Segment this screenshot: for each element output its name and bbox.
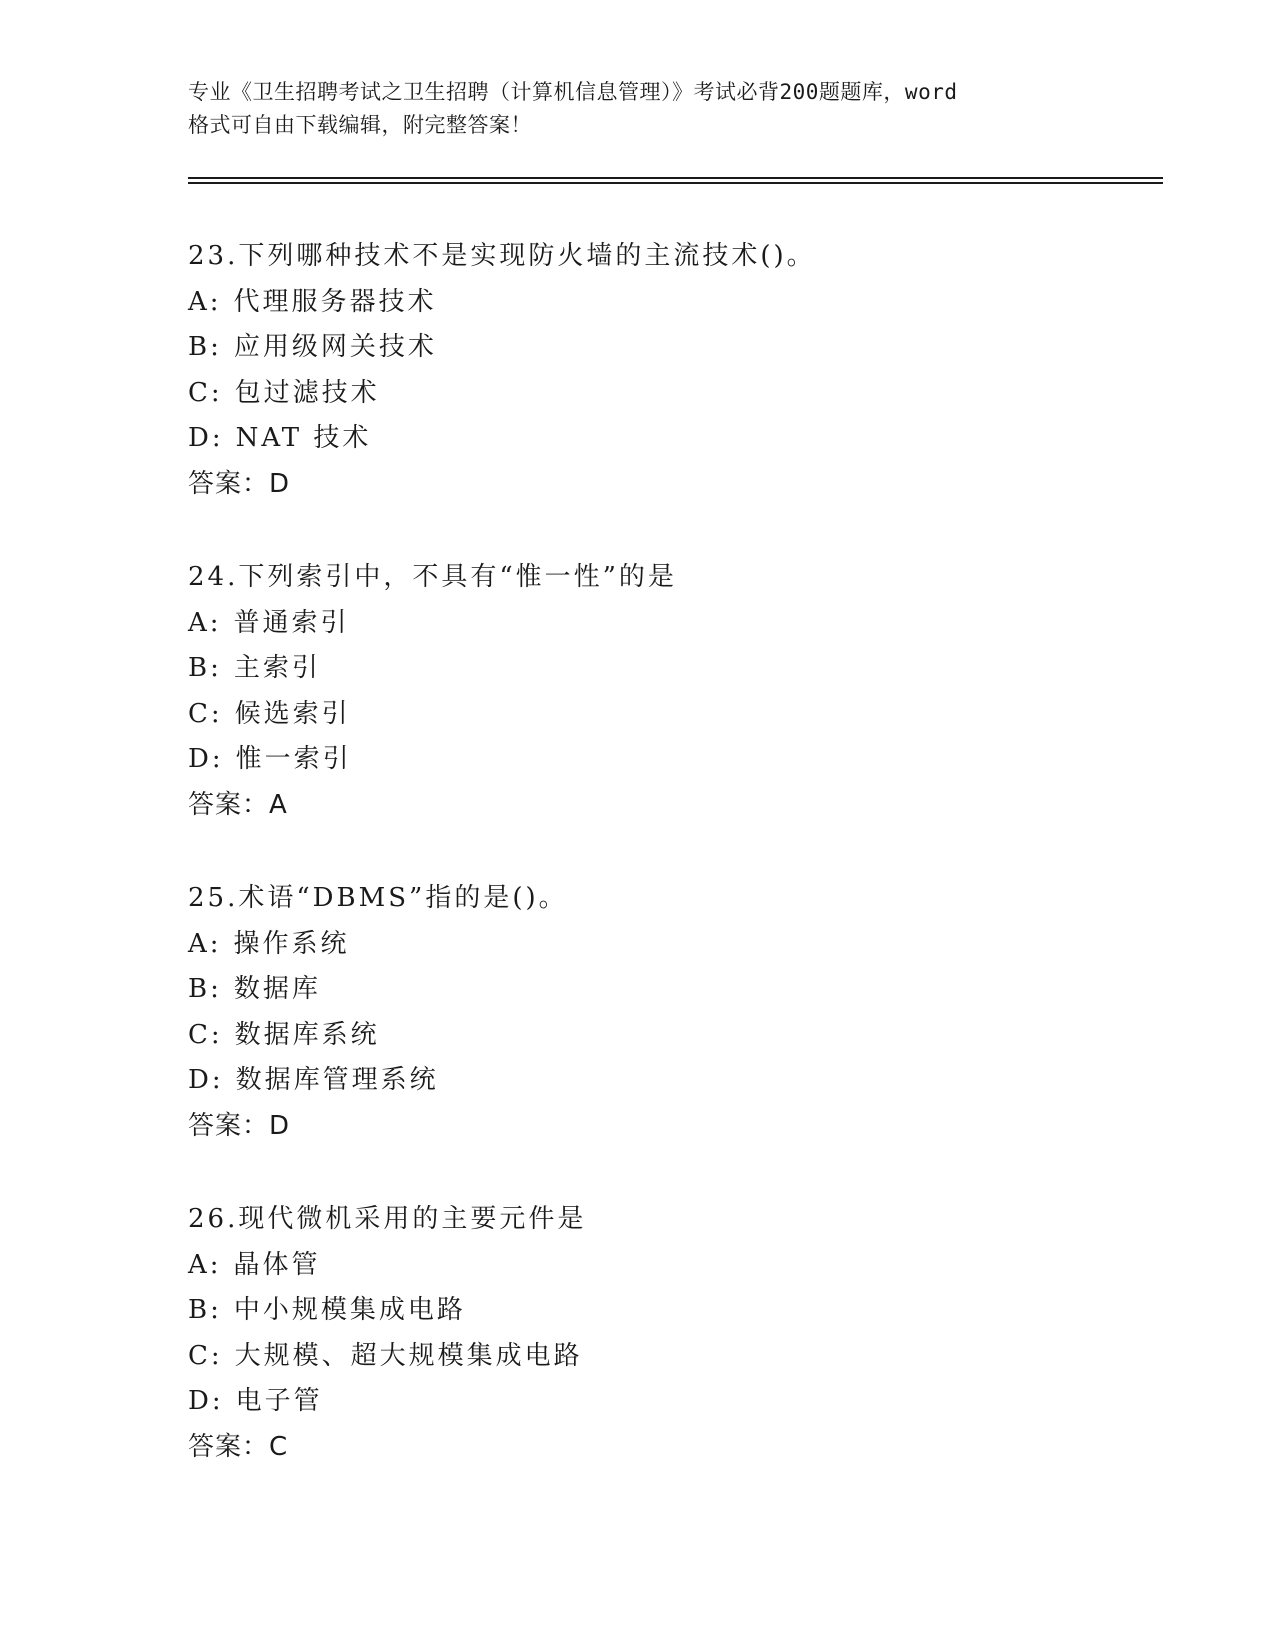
option-text: 操作系统 [233,928,350,959]
option-c [188,1334,1148,1380]
option-label: B: [188,974,222,1005]
option-label: D: [188,423,224,454]
header-line-1: 专业《卫生招聘考试之卫生招聘（计算机信息管理）》考试必背200题题库，word [188,80,958,104]
option-text: 惟一索引 [235,744,352,775]
option-text: 中小规模集成电路 [233,1295,466,1326]
option-d [188,1058,1148,1104]
option-text: 电子管 [235,1386,323,1417]
question-stem: 23.下列哪种技术不是实现防火墙的主流技术()。 [188,241,816,271]
option-label: B: [188,332,222,363]
option-text: 应用级网关技术 [233,332,437,363]
option-b [188,325,1148,371]
option-label: C: [188,1340,223,1371]
option-b [188,1288,1148,1334]
question-stem: 25.术语“DBMS”指的是()。 [188,883,568,913]
option-text: 数据库系统 [234,1019,380,1050]
option-label: D: [188,744,224,775]
header-divider-bottom [188,182,1163,184]
header-divider-top [188,177,1163,179]
option-text: 数据库管理系统 [235,1065,439,1096]
option-text: 大规模、超大规模集成电路 [234,1340,583,1371]
header-line-2: 格式可自由下载编辑，附完整答案！ [188,113,532,137]
option-label: C: [188,377,223,408]
option-c [188,1013,1148,1059]
option-label: A: [188,928,222,959]
option-b [188,646,1148,692]
option-d [188,416,1148,462]
option-c [188,692,1148,738]
option-d [188,1379,1148,1425]
answer-line: 答案：D [188,1110,291,1141]
question-26 [188,1197,1148,1471]
option-label: B: [188,1295,222,1326]
question-stem: 24.下列索引中，不具有“惟一性”的是 [188,562,677,592]
option-label: D: [188,1065,224,1096]
option-text: 晶体管 [233,1249,321,1280]
option-label: B: [188,653,222,684]
option-text: 代理服务器技术 [233,286,437,317]
option-label: A: [188,607,222,638]
answer-line: 答案：A [188,789,288,820]
option-label: C: [188,698,223,729]
document-header [188,76,1108,142]
option-label: A: [188,286,222,317]
question-25 [188,876,1148,1150]
option-b [188,967,1148,1013]
option-text: 包过滤技术 [234,377,380,408]
question-24 [188,555,1148,829]
option-text: 候选索引 [234,698,351,729]
option-d [188,737,1148,783]
option-a [188,601,1148,647]
option-label: A: [188,1249,222,1280]
question-stem: 26.现代微机采用的主要元件是 [188,1204,587,1234]
option-text: 普通索引 [233,607,350,638]
option-a [188,280,1148,326]
answer-line: 答案：D [188,468,291,499]
option-c [188,371,1148,417]
option-text: 主索引 [233,653,321,684]
option-text: 数据库 [233,974,321,1005]
option-a [188,922,1148,968]
option-text: NAT 技术 [235,423,372,454]
answer-line: 答案：C [188,1431,289,1462]
option-a [188,1243,1148,1289]
option-label: D: [188,1386,224,1417]
question-23 [188,234,1148,508]
option-label: C: [188,1019,223,1050]
